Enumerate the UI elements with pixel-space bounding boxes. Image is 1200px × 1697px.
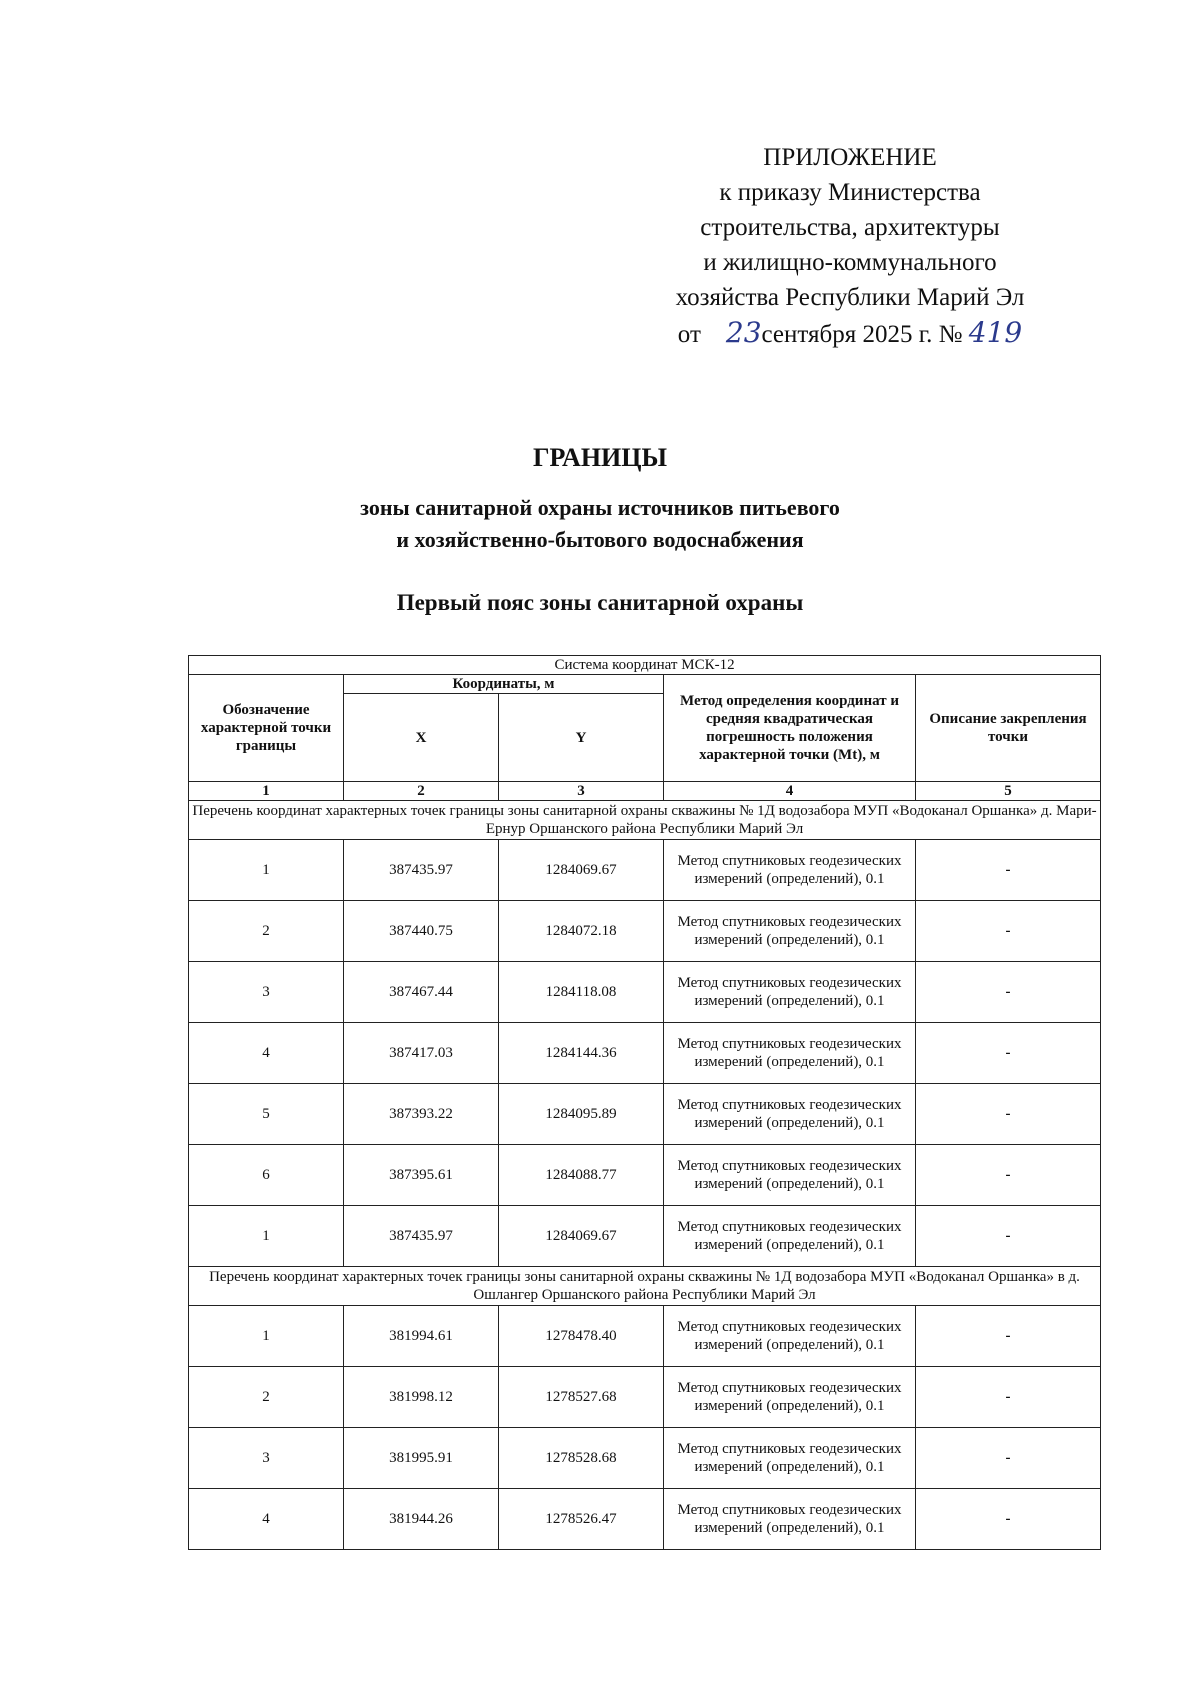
table-row [189, 962, 1101, 1023]
description-cell: - [916, 1206, 1101, 1267]
y-coordinate-cell: 1284088.77 [499, 1145, 664, 1206]
description-cell: - [916, 1367, 1101, 1428]
table-row [189, 1367, 1101, 1428]
description-cell: - [916, 1145, 1101, 1206]
point-number-cell: 3 [189, 962, 344, 1023]
description-cell: - [916, 1306, 1101, 1367]
column-number: 4 [664, 782, 916, 801]
method-cell: Метод спутниковых геодезических измерений (определений), 0.1 [664, 1084, 916, 1145]
header-coords: Координаты, м [344, 675, 664, 694]
coordinates-table [188, 655, 1101, 1550]
point-number-cell: 1 [189, 1306, 344, 1367]
column-number: 3 [499, 782, 664, 801]
description-cell: - [916, 1023, 1101, 1084]
document-subtitle [0, 492, 1200, 556]
appendix-line: строительства, архитектуры [700, 214, 1000, 241]
description-cell: - [916, 962, 1101, 1023]
x-coordinate-cell: 387435.97 [344, 840, 499, 901]
header-y: Y [499, 694, 664, 782]
appendix-line: и жилищно-коммунального [703, 249, 997, 276]
table-row [189, 1428, 1101, 1489]
y-coordinate-cell: 1284072.18 [499, 901, 664, 962]
table-row [189, 1489, 1101, 1550]
header-x: X [344, 694, 499, 782]
point-number-cell: 4 [189, 1023, 344, 1084]
subtitle-line: зоны санитарной охраны источников питьевого [360, 495, 840, 520]
method-cell: Метод спутниковых геодезических измерений (определений), 0.1 [664, 901, 916, 962]
x-coordinate-cell: 387395.61 [344, 1145, 499, 1206]
point-number-cell: 1 [189, 840, 344, 901]
description-cell: - [916, 901, 1101, 962]
header-description: Описание закрепления точки [916, 675, 1101, 782]
handwritten-day: 23 [725, 316, 762, 349]
column-number-row [189, 782, 1101, 801]
x-coordinate-cell: 381994.61 [344, 1306, 499, 1367]
y-coordinate-cell: 1278528.68 [499, 1428, 664, 1489]
coord-system-label: Система координат МСК-12 [189, 656, 1101, 675]
y-coordinate-cell: 1284069.67 [499, 840, 664, 901]
table-row [189, 1084, 1101, 1145]
method-cell: Метод спутниковых геодезических измерений (определений), 0.1 [664, 1145, 916, 1206]
appendix-title: ПРИЛОЖЕНИЕ [763, 144, 937, 171]
point-number-cell: 2 [189, 901, 344, 962]
y-coordinate-cell: 1284144.36 [499, 1023, 664, 1084]
header-row [189, 675, 1101, 694]
appendix-line: хозяйства Республики Марий Эл [675, 284, 1025, 311]
table-row [189, 1306, 1101, 1367]
description-cell: - [916, 1428, 1101, 1489]
subtitle-line: и хозяйственно-бытового водоснабжения [396, 527, 804, 552]
table-row [189, 1145, 1101, 1206]
section-title: Перечень координат характерных точек границы зоны санитарной охраны скважины № 1Д водозабора МУП «Водоканал Оршанка» д. Мари-Ернур Оршанского района Республики Марий Эл [189, 801, 1101, 840]
y-coordinate-cell: 1284095.89 [499, 1084, 664, 1145]
y-coordinate-cell: 1278527.68 [499, 1367, 664, 1428]
table-row [189, 1206, 1101, 1267]
column-number: 5 [916, 782, 1101, 801]
point-number-cell: 4 [189, 1489, 344, 1550]
method-cell: Метод спутниковых геодезических измерений (определений), 0.1 [664, 1489, 916, 1550]
y-coordinate-cell: 1278478.40 [499, 1306, 664, 1367]
description-cell: - [916, 840, 1101, 901]
method-cell: Метод спутниковых геодезических измерений (определений), 0.1 [664, 962, 916, 1023]
date-text: сентября 2025 г. № [761, 321, 963, 348]
table-row [189, 840, 1101, 901]
method-cell: Метод спутниковых геодезических измерений (определений), 0.1 [664, 1023, 916, 1084]
date-prefix: от [677, 321, 701, 348]
column-number: 2 [344, 782, 499, 801]
method-cell: Метод спутниковых геодезических измерений (определений), 0.1 [664, 1206, 916, 1267]
header-designation: Обозначение характерной точки границы [189, 675, 344, 782]
document-title: ГРАНИЦЫ [532, 443, 668, 472]
x-coordinate-cell: 381944.26 [344, 1489, 499, 1550]
x-coordinate-cell: 387417.03 [344, 1023, 499, 1084]
appendix-block [640, 140, 1060, 352]
handwritten-order-number: 419 [968, 316, 1023, 349]
x-coordinate-cell: 381998.12 [344, 1367, 499, 1428]
section-title: Перечень координат характерных точек границы зоны санитарной охраны скважины № 1Д водозабора МУП «Водоканал Оршанка» в д. Ошлангер Оршанского района Республики Марий Эл [189, 1267, 1101, 1306]
x-coordinate-cell: 387440.75 [344, 901, 499, 962]
section-title-row [189, 801, 1101, 840]
column-number: 1 [189, 782, 344, 801]
x-coordinate-cell: 387467.44 [344, 962, 499, 1023]
header-method: Метод определения координат и средняя квадратическая погрешность положения характерной точки (Mt), м [664, 675, 916, 782]
x-coordinate-cell: 387435.97 [344, 1206, 499, 1267]
method-cell: Метод спутниковых геодезических измерений (определений), 0.1 [664, 1428, 916, 1489]
point-number-cell: 2 [189, 1367, 344, 1428]
y-coordinate-cell: 1284118.08 [499, 962, 664, 1023]
x-coordinate-cell: 381995.91 [344, 1428, 499, 1489]
y-coordinate-cell: 1278526.47 [499, 1489, 664, 1550]
belt-heading: Первый пояс зоны санитарной охраны [396, 590, 804, 615]
y-coordinate-cell: 1284069.67 [499, 1206, 664, 1267]
description-cell: - [916, 1084, 1101, 1145]
description-cell: - [916, 1489, 1101, 1550]
point-number-cell: 5 [189, 1084, 344, 1145]
x-coordinate-cell: 387393.22 [344, 1084, 499, 1145]
table-row [189, 1023, 1101, 1084]
point-number-cell: 6 [189, 1145, 344, 1206]
method-cell: Метод спутниковых геодезических измерений (определений), 0.1 [664, 1306, 916, 1367]
point-number-cell: 1 [189, 1206, 344, 1267]
section-title-row [189, 1267, 1101, 1306]
point-number-cell: 3 [189, 1428, 344, 1489]
table-row [189, 901, 1101, 962]
coord-system-row [189, 656, 1101, 675]
method-cell: Метод спутниковых геодезических измерений (определений), 0.1 [664, 840, 916, 901]
order-date-line [640, 315, 1060, 352]
appendix-line: к приказу Министерства [719, 179, 981, 206]
method-cell: Метод спутниковых геодезических измерений (определений), 0.1 [664, 1367, 916, 1428]
